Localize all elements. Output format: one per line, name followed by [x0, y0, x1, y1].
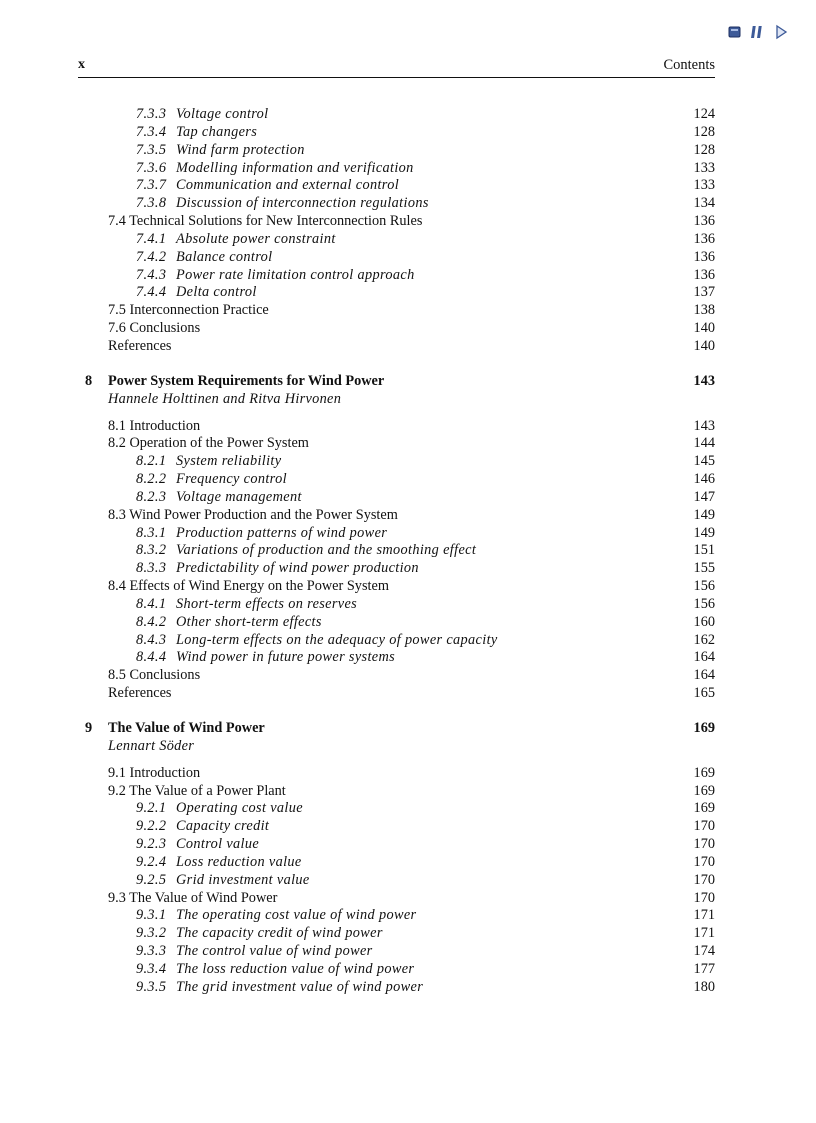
toc-entry[interactable] [78, 800, 715, 818]
page-ref: 169 [693, 764, 715, 781]
toc-entry[interactable] [78, 836, 715, 854]
page-ref: 147 [693, 488, 715, 505]
entry-number: 8.4.1 [136, 595, 167, 612]
chapter-number: 9 [85, 720, 93, 736]
entry-title: 7.4 Technical Solutions for New Interconnection Rules [108, 213, 423, 230]
entry-number: 9.2.1 [136, 800, 167, 817]
entry-title: Voltage management [176, 488, 302, 505]
page-ref: 133 [693, 177, 715, 194]
page-ref: 136 [693, 248, 715, 265]
toc-entry[interactable] [78, 142, 715, 160]
author-names: Lennart Söder [108, 737, 195, 754]
page-ref: 145 [693, 453, 715, 470]
entry-number: 9.2.4 [136, 853, 167, 870]
entry-number: 8.2.3 [136, 488, 167, 505]
page-ref: 136 [693, 230, 715, 247]
page-number: x [78, 57, 85, 72]
page-ref: 136 [693, 266, 715, 283]
page-ref: 164 [693, 667, 715, 684]
page-ref: 128 [693, 141, 715, 158]
toc-entry[interactable] [78, 284, 715, 302]
toc-entry[interactable] [78, 614, 715, 632]
entry-number: 7.4.2 [136, 248, 167, 265]
entry-title: Long-term effects on the adequacy of power capacity [176, 631, 498, 648]
entry-number: 7.3.6 [136, 159, 167, 176]
entry-title: The operating cost value of wind power [176, 907, 417, 924]
entry-title: Predictability of wind power production [176, 560, 419, 577]
page-ref: 164 [693, 649, 715, 666]
entry-title: Grid investment value [176, 871, 310, 888]
entry-number: 8.4.2 [136, 613, 167, 630]
entry-number: 8.2.2 [136, 471, 167, 488]
entry-number: 9.3.1 [136, 907, 167, 924]
entry-title: 9.2 The Value of a Power Plant [108, 782, 286, 799]
toc-entry[interactable] [78, 649, 715, 667]
entry-title: Control value [176, 836, 260, 853]
page-header [78, 57, 715, 78]
entry-title: References [108, 337, 172, 354]
toc-entry[interactable] [78, 685, 715, 703]
page-ref: 156 [693, 578, 715, 595]
page-icon[interactable] [727, 24, 743, 40]
entry-title: Power rate limitation control approach [176, 266, 415, 283]
chapter-authors [78, 391, 715, 409]
toc-entry[interactable] [78, 124, 715, 142]
entry-number: 7.3.5 [136, 141, 167, 158]
page-ref: 180 [693, 978, 715, 995]
entry-title: Short-term effects on reserves [176, 595, 358, 612]
toc-entry[interactable] [78, 525, 715, 543]
entry-title: Communication and external control [176, 177, 400, 194]
entry-number: 9.2.5 [136, 871, 167, 888]
entry-title: Other short-term effects [176, 613, 322, 630]
entry-number: 8.4.4 [136, 649, 167, 666]
entry-title: 8.1 Introduction [108, 417, 201, 434]
entry-title: The control value of wind power [176, 943, 373, 960]
page-ref: 169 [693, 720, 715, 736]
page-ref: 171 [693, 907, 715, 924]
entry-title: Wind farm protection [176, 141, 305, 158]
entry-title: Wind power in future power systems [176, 649, 396, 666]
play-icon[interactable] [773, 24, 789, 40]
toc-entry[interactable] [78, 542, 715, 560]
entry-title: System reliability [176, 453, 282, 470]
entry-title: 8.4 Effects of Wind Energy on the Power System [108, 578, 389, 595]
toc-entry[interactable] [78, 106, 715, 124]
entry-title: The loss reduction value of wind power [176, 960, 415, 977]
page-ref: 149 [693, 524, 715, 541]
page-ref: 155 [693, 560, 715, 577]
page-ref: 170 [693, 836, 715, 853]
page-ref: 143 [693, 417, 715, 434]
entry-title: Discussion of interconnection regulations [176, 195, 429, 212]
entry-title: Absolute power constraint [176, 230, 336, 247]
page-ref: 160 [693, 613, 715, 630]
toc-entry[interactable] [78, 961, 715, 979]
entry-number: 7.3.4 [136, 123, 167, 140]
entry-title: The capacity credit of wind power [176, 925, 383, 942]
toc-entry[interactable] [78, 872, 715, 890]
entry-number: 7.3.3 [136, 106, 167, 122]
entry-title: Operating cost value [176, 800, 303, 817]
page-ref: 170 [693, 889, 715, 906]
entry-title: 8.3 Wind Power Production and the Power System [108, 506, 398, 523]
entry-number: 9.3.2 [136, 925, 167, 942]
author-names: Hannele Holttinen and Ritva Hirvonen [108, 390, 342, 407]
toc-entry[interactable] [78, 979, 715, 997]
toc-entry[interactable] [78, 320, 715, 338]
entry-number: 8.2.1 [136, 453, 167, 470]
entry-title: 9.1 Introduction [108, 764, 201, 781]
page-ref: 128 [693, 123, 715, 140]
toc-entry[interactable] [78, 907, 715, 925]
page-ref: 133 [693, 159, 715, 176]
entry-title: Variations of production and the smoothing effect [176, 542, 477, 559]
toc-entry[interactable] [78, 418, 715, 436]
toc-entry[interactable] [78, 435, 715, 453]
entry-number: 7.4.4 [136, 284, 167, 301]
entry-title: Loss reduction value [176, 853, 302, 870]
page-ref: 171 [693, 925, 715, 942]
entry-title: Capacity credit [176, 818, 270, 835]
toc-entry[interactable] [78, 507, 715, 525]
page-ref: 170 [693, 871, 715, 888]
entry-number: 8.3.1 [136, 524, 167, 541]
entry-title: References [108, 685, 172, 702]
entry-number: 9.2.2 [136, 818, 167, 835]
entry-title: Frequency control [176, 471, 287, 488]
page-ref: 177 [693, 960, 715, 977]
page-ref: 138 [693, 302, 715, 319]
page-ref: 156 [693, 595, 715, 612]
page-ref: 124 [693, 106, 715, 122]
entry-title: Modelling information and verification [176, 159, 414, 176]
toc-entry[interactable] [78, 925, 715, 943]
chapter-heading[interactable] [78, 720, 715, 738]
page-ref: 165 [693, 685, 715, 702]
toc-entry[interactable] [78, 453, 715, 471]
entry-number: 9.2.3 [136, 836, 167, 853]
entry-number: 9.3.5 [136, 978, 167, 995]
entry-number: 8.3.3 [136, 560, 167, 577]
toc-entry[interactable] [78, 560, 715, 578]
entry-title: Voltage control [176, 106, 269, 122]
entry-number: 7.3.8 [136, 195, 167, 212]
toc-entry[interactable] [78, 578, 715, 596]
viewer-controls [727, 24, 793, 40]
page-ref: 134 [693, 195, 715, 212]
chapter-authors [78, 738, 715, 756]
entry-title: Delta control [176, 284, 257, 301]
toc-entry[interactable] [78, 489, 715, 507]
toc-entry[interactable] [78, 783, 715, 801]
toc-entry[interactable] [78, 195, 715, 213]
toc-entry[interactable] [78, 338, 715, 356]
page-ref: 162 [693, 631, 715, 648]
page-ref: 140 [693, 320, 715, 337]
running-title: Contents [663, 57, 715, 73]
chapter-heading[interactable] [78, 373, 715, 391]
page-ref: 169 [693, 782, 715, 799]
chapter-title: The Value of Wind Power [108, 720, 265, 736]
toc-entry[interactable] [78, 231, 715, 249]
toc-entry[interactable] [78, 667, 715, 685]
entry-number: 8.4.3 [136, 631, 167, 648]
entry-number: 7.3.7 [136, 177, 167, 194]
page-ref: 136 [693, 213, 715, 230]
entry-number: 9.3.4 [136, 960, 167, 977]
page-ref: 149 [693, 506, 715, 523]
entry-title: Production patterns of wind power [176, 524, 388, 541]
entry-title: 8.5 Conclusions [108, 667, 201, 684]
chapter-number: 8 [85, 372, 93, 389]
page-ref: 143 [693, 372, 715, 389]
page-ref: 140 [693, 337, 715, 354]
toc-entry[interactable] [78, 596, 715, 614]
entry-title: The grid investment value of wind power [176, 978, 424, 995]
entry-title: 7.6 Conclusions [108, 320, 201, 337]
entry-title: Balance control [176, 248, 273, 265]
toc-entry[interactable] [78, 177, 715, 195]
page-ref: 174 [693, 943, 715, 960]
entry-number: 8.3.2 [136, 542, 167, 559]
entry-number: 9.3.3 [136, 943, 167, 960]
toc-entry[interactable] [78, 471, 715, 489]
toc-entry[interactable] [78, 160, 715, 178]
toc-entry[interactable] [78, 854, 715, 872]
entry-title: 7.5 Interconnection Practice [108, 302, 269, 319]
toc-entry[interactable] [78, 818, 715, 836]
page-ref: 151 [693, 542, 715, 559]
page-ref: 146 [693, 471, 715, 488]
page-ref: 170 [693, 853, 715, 870]
page-ref: 144 [693, 435, 715, 452]
toc-entry[interactable] [78, 213, 715, 231]
toc-entry[interactable] [78, 267, 715, 285]
chapter-title: Power System Requirements for Wind Power [108, 372, 385, 389]
page-ref: 137 [693, 284, 715, 301]
entry-number: 7.4.3 [136, 266, 167, 283]
entry-title: 8.2 Operation of the Power System [108, 435, 309, 452]
toc-entry[interactable] [78, 302, 715, 320]
pause-icon[interactable] [749, 24, 765, 40]
entry-title: 9.3 The Value of Wind Power [108, 889, 278, 906]
toc-entry[interactable] [78, 632, 715, 650]
table-of-contents [78, 106, 715, 997]
toc-entry[interactable] [78, 890, 715, 908]
entry-title: Tap changers [176, 123, 258, 140]
page-ref: 170 [693, 818, 715, 835]
page-ref: 169 [693, 800, 715, 817]
entry-number: 7.4.1 [136, 230, 167, 247]
toc-entry[interactable] [78, 249, 715, 267]
toc-entry[interactable] [78, 765, 715, 783]
toc-entry[interactable] [78, 943, 715, 961]
